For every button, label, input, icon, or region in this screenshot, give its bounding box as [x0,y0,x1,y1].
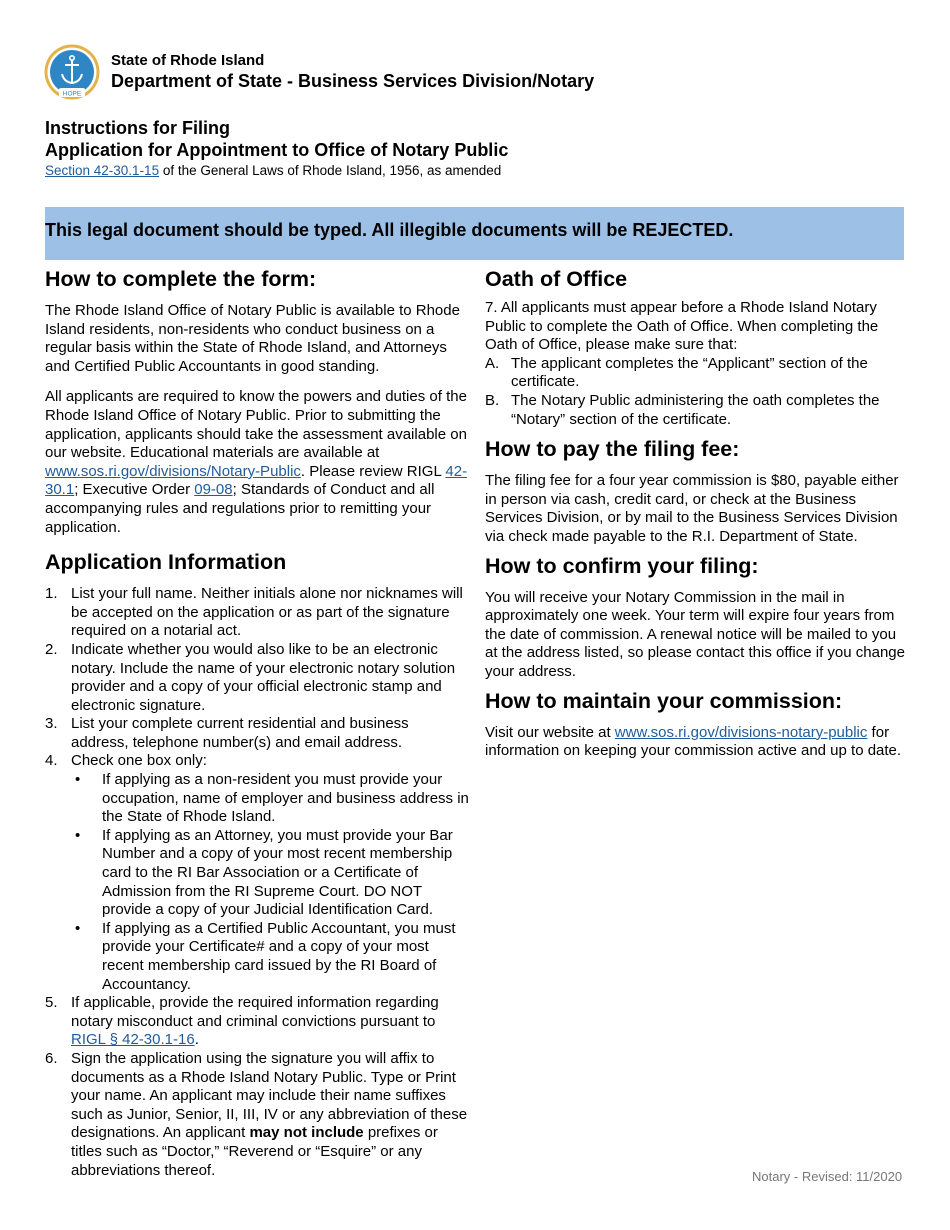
item-text: The applicant completes the “Applicant” section of the certificate. [511,354,868,391]
item-number: 6. [45,1049,58,1067]
complete-para-2 [45,388,469,537]
list-item [485,392,907,429]
maintain-text-b: for information on keeping your commission active and up to date. [485,723,902,760]
state-seal-logo [44,44,100,100]
state-name: State of Rhode Island [111,52,265,69]
item-text: List your full name. Neither initials alone nor nicknames will be accepted on the application or as part of the signature required on a notarial act. [71,585,463,640]
oath-intro: 7. All applicants must appear before a Rhode Island Notary Public to complete the Oath of Office. When completing the Oath of Office, please make sure that: [485,299,879,354]
bullet-icon: • [75,919,81,937]
pay-fee-heading: How to pay the filing fee: [485,437,740,462]
list-item [45,994,469,1050]
item-number: 5. [45,994,58,1012]
para2-text-b: . Please review RIGL [300,462,446,480]
revision-note: Notary - Revised: 11/2020 [752,1169,903,1184]
pay-fee-text: The filing fee for a four year commission is $80, payable either in person via cash, credit card, or check at the Business Services Division, or by mail to the Business Services Division via check made payable to the R.I. Department of State. [485,472,899,545]
item-number: A. [485,354,500,372]
list-item [45,1050,469,1180]
item-text-bold: may not include [249,1124,364,1142]
item-text: List your complete current residential and business address, telephone number(s) and email address. [71,715,409,751]
department-name: Department of State - Business Services Division/Notary [111,71,595,91]
item-number: 1. [45,585,58,603]
bullet-item [71,771,469,827]
item-number: B. [485,391,500,409]
confirm-filing-heading: How to confirm your filing: [485,553,759,578]
bullet-item [71,827,469,920]
warning-banner: This legal document should be typed. All illegible documents will be REJECTED. [45,207,904,260]
misconduct-statute-link[interactable]: RIGL § 42-30.1-16 [71,1031,195,1049]
rigl-link[interactable]: 42-30.1 [45,462,468,499]
item-text: Check one box only: [71,752,207,770]
oath-list [485,355,907,429]
item-text-end: . [194,1031,199,1049]
item-text: If applicable, provide the required information regarding notary misconduct and criminal convictions pursuant to [71,994,439,1030]
list-item [45,715,469,752]
bullet-icon: • [75,826,81,844]
list-item [45,752,469,994]
list-item [485,355,907,392]
right-column [485,266,907,761]
list-item [45,585,469,641]
application-info-list [45,585,469,1180]
item-number: 2. [45,640,58,658]
executive-order-link[interactable]: 09-08 [194,481,233,499]
maintain-text-a: Visit our website at [485,723,615,741]
maintain-commission-text [485,724,907,761]
bullet-text: If applying as a non-resident you must provide your occupation, name of employer and business address in the State of Rhode Island. [102,771,469,826]
para2-text-a: All applicants are required to know the powers and duties of the Rhode Island Office of Notary Public. Prior to submitting the application, applicants should take the assessment available on our website. Educational materials are available at [45,388,467,462]
section-link[interactable]: Section 42-30.1-15 [45,163,160,178]
application-title: Application for Appointment to Office of Notary Public [45,140,509,160]
bullet-item [71,920,469,994]
item-text: Sign the application using the signature you will affix to documents as a Rhode Island Notary Public. Type or Print your name. An applicant may include their name suffixes such as Junior, Senior, II, III, IV or any abbreviation of these designations. An applicant [71,1049,468,1142]
list-item [45,641,469,715]
bullet-text: If applying as a Certified Public Accountant, you must provide your Certificate# and a copy of your most recent membership card issued by the RI Board of Accountancy. [102,919,456,993]
item-text: Indicate whether you would also like to be an electronic notary. Include the name of your electronic notary solution provider and a copy of your official electronic stamp and electronic signature. [71,640,456,714]
bullet-text: If applying as an Attorney, you must provide your Bar Number and a copy of your most recent membership card to the RI Bar Association or a Certificate of Admission from the RI Supreme Court. DO NOT provide a copy of your Judicial Identification Card. [102,826,453,919]
left-column [45,266,469,1180]
maintain-commission-heading: How to maintain your commission: [485,688,843,713]
para2-text-d: ; Standards of Conduct and all accompanying rules and regulations prior to remitting your application. [45,481,435,536]
para2-text-c: ; Executive Order [74,481,195,499]
item-number: 3. [45,715,58,733]
complete-para-1: The Rhode Island Office of Notary Public is available to Rhode Island residents, non-residents who conduct business on a regular basis within the State of Rhode Island, and Attorneys and Certified Public Accountants in good standing. [45,302,460,375]
application-info-heading: Application Information [45,550,287,575]
notary-public-link[interactable]: www.sos.ri.gov/divisions/Notary-Public [45,462,301,480]
law-reference-text: of the General Laws of Rhode Island, 1956, as amended [159,163,502,178]
oath-heading: Oath of Office [485,267,628,291]
item-number: 4. [45,752,58,770]
confirm-filing-text: You will receive your Notary Commission in the mail in approximately one week. Your term will expire four years from the date of commission. A renewal notice will be mailed to you at the address listed, so please contact this office if you change your address. [485,588,905,680]
law-reference [45,163,501,178]
seal-text: HOPE [62,90,82,98]
instructions-title: Instructions for Filing [45,118,230,138]
item-text-end: prefixes or titles such as “Doctor,” “Reverend or “Esquire” or any abbreviations thereof. [71,1124,438,1179]
complete-form-heading: How to complete the form: [45,267,317,291]
item-text: The Notary Public administering the oath completes the “Notary” section of the certificate. [511,391,880,428]
notary-website-link[interactable]: www.sos.ri.gov/divisions-notary-public [614,723,868,741]
applicant-type-bullets [71,771,469,994]
bullet-icon: • [75,771,81,789]
